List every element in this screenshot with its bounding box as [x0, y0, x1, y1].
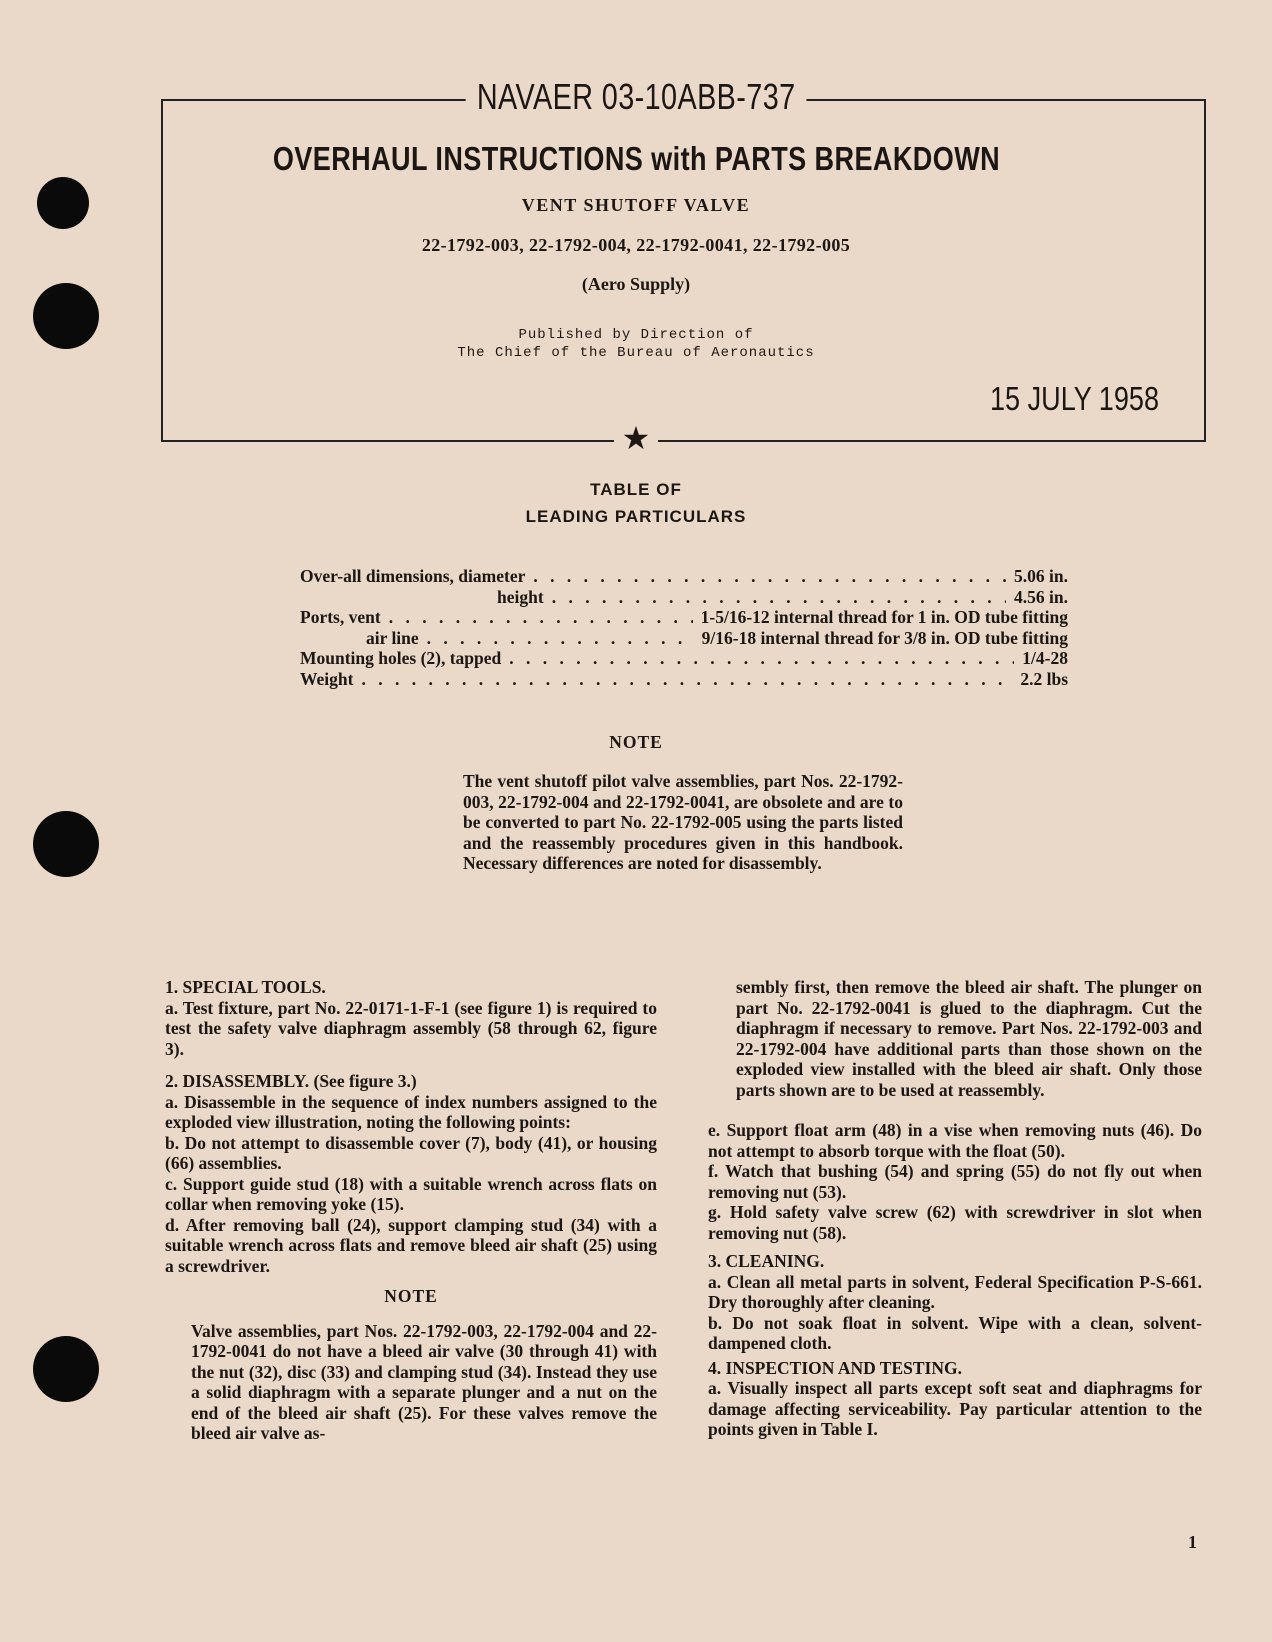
- particular-label: Weight: [300, 668, 354, 689]
- section-2-item-f: f. Watch that bushing (54) and spring (55) do not fly out when removing nut (53).: [708, 1161, 1202, 1202]
- section-2-item-e: e. Support float arm (48) in a vise when removing nuts (46). Do not attempt to absorb torque with the float (50).: [708, 1120, 1202, 1161]
- section-1-item-a: a. Test fixture, part No. 22-0171-1-F-1 (see figure 1) is required to test the safety valve diaphragm assembly (58 through 62, figure 3).: [165, 997, 657, 1059]
- section-3-item-b: b. Do not soak float in solvent. Wipe with a clean, solvent-dampened cloth.: [708, 1312, 1202, 1353]
- particular-label: height: [497, 586, 544, 607]
- section-2-item-d: d. After removing ball (24), support clamping stud (34) with a suitable wrench across flats and remove bleed air shaft (25) using a screwdriver.: [165, 1214, 657, 1276]
- section-3-item-a: a. Clean all metal parts in solvent, Federal Specification P-S-661. Dry thoroughly after cleaning.: [708, 1271, 1202, 1312]
- published-by-line-2: The Chief of the Bureau of Aeronautics: [457, 345, 815, 361]
- section-2-item-c: c. Support guide stud (18) with a suitable wrench across flats on collar when removing yoke (15).: [165, 1173, 657, 1214]
- leader-dots: [509, 648, 1014, 669]
- particulars-row: [300, 628, 1068, 649]
- star-icon: ★: [0, 422, 1272, 454]
- particular-value: 2.2 lbs: [1020, 668, 1068, 689]
- section-3-heading: 3. CLEANING.: [708, 1251, 825, 1271]
- particular-value: 1-5/16-12 internal thread for 1 in. OD tube fitting: [700, 607, 1068, 627]
- particulars-row: [300, 566, 1068, 587]
- page-number: 1: [1188, 1532, 1197, 1552]
- particular-label: air line: [366, 627, 419, 648]
- section-4-item-a: a. Visually inspect all parts except soft seat and diaphragms for damage affecting serviceability. Pay particular attention to the points given in Table I.: [708, 1378, 1202, 1439]
- document-subject: VENT SHUTOFF VALVE: [521, 195, 751, 215]
- note-body: The vent shutoff pilot valve assemblies, part Nos. 22-1792-003, 22-1792-004 and 22-1792-0041, are obsolete and are to be converted to part No. 22-1792-005 using the parts listed and the reassembly procedures given in this handbook. Necessary differences are noted for disassembly.: [463, 771, 903, 873]
- document-title: OVERHAUL INSTRUCTIONS with PARTS BREAKDOWN: [272, 140, 1000, 177]
- particular-value: 4.56 in.: [1014, 586, 1068, 607]
- document-number: NAVAER 03-10ABB-737: [0, 76, 1272, 118]
- particulars-table: [300, 566, 1068, 689]
- part-numbers: 22-1792-003, 22-1792-004, 22-1792-0041, 22-1792-005: [421, 235, 851, 255]
- particular-value: 5.06 in.: [1014, 566, 1068, 586]
- particulars-title-line-2: LEADING PARTICULARS: [525, 507, 747, 526]
- binder-hole-3: [33, 811, 99, 877]
- supplier: (Aero Supply): [581, 274, 691, 294]
- left-column: [165, 977, 657, 1444]
- particular-label: Over-all dimensions, diameter: [300, 566, 526, 586]
- note-body-continued: sembly first, then remove the bleed air shaft. The plunger on part No. 22-1792-0041 is glued to the diaphragm. Cut the diaphragm if necessary to remove. Part Nos. 22-1792-003 and 22-1792-004 have additional parts than those shown on the exploded view installed with the bleed air shaft. Only those parts shown are to be used at reassembly.: [736, 977, 1202, 1100]
- particulars-row: [300, 607, 1068, 628]
- note-body: Valve assemblies, part Nos. 22-1792-003, 22-1792-004 and 22-1792-0041 do not have a bleed air valve (30 through 41) with the nut (32), disc (33) and clamping stud (34). Instead they use a solid diaphragm with a separate plunger and a nut on the end of the bleed air shaft (25). For these valves remove the bleed air valve as-: [191, 1320, 657, 1443]
- note-heading: NOTE: [609, 732, 663, 752]
- right-column: [708, 977, 1202, 1440]
- binder-hole-4: [33, 1336, 99, 1402]
- section-4-heading: 4. INSPECTION AND TESTING.: [708, 1357, 962, 1378]
- publication-date: 15 JULY 1958: [990, 380, 1160, 417]
- section-2-item-b: b. Do not attempt to disassemble cover (7), body (41), or housing (66) assemblies.: [165, 1132, 657, 1173]
- particulars-row: [300, 587, 1068, 608]
- leader-dots: [389, 607, 693, 628]
- particulars-row: [300, 669, 1068, 690]
- section-2-item-g: g. Hold safety valve screw (62) with screwdriver in slot when removing nut (58).: [708, 1202, 1202, 1243]
- published-by-line-1: Published by Direction of: [518, 327, 754, 343]
- particular-value: 9/16-18 internal thread for 3/8 in. OD tube fitting: [701, 627, 1068, 648]
- particular-label: Mounting holes (2), tapped: [300, 648, 502, 668]
- particular-value: 1/4-28: [1022, 648, 1068, 668]
- particulars-row: [300, 648, 1068, 669]
- particulars-title-line-1: TABLE OF: [590, 480, 682, 499]
- leader-dots: [552, 587, 1006, 608]
- section-1-heading: 1. SPECIAL TOOLS.: [165, 977, 326, 997]
- leader-dots: [427, 628, 694, 649]
- note-heading: NOTE: [384, 1286, 438, 1306]
- section-2-heading: 2. DISASSEMBLY. (See figure 3.): [165, 1071, 417, 1091]
- section-2-item-a: a. Disassemble in the sequence of index numbers assigned to the exploded view illustration, noting the following points:: [165, 1091, 657, 1132]
- leader-dots: [361, 669, 1012, 690]
- leader-dots: [533, 566, 1006, 587]
- particular-label: Ports, vent: [300, 607, 381, 627]
